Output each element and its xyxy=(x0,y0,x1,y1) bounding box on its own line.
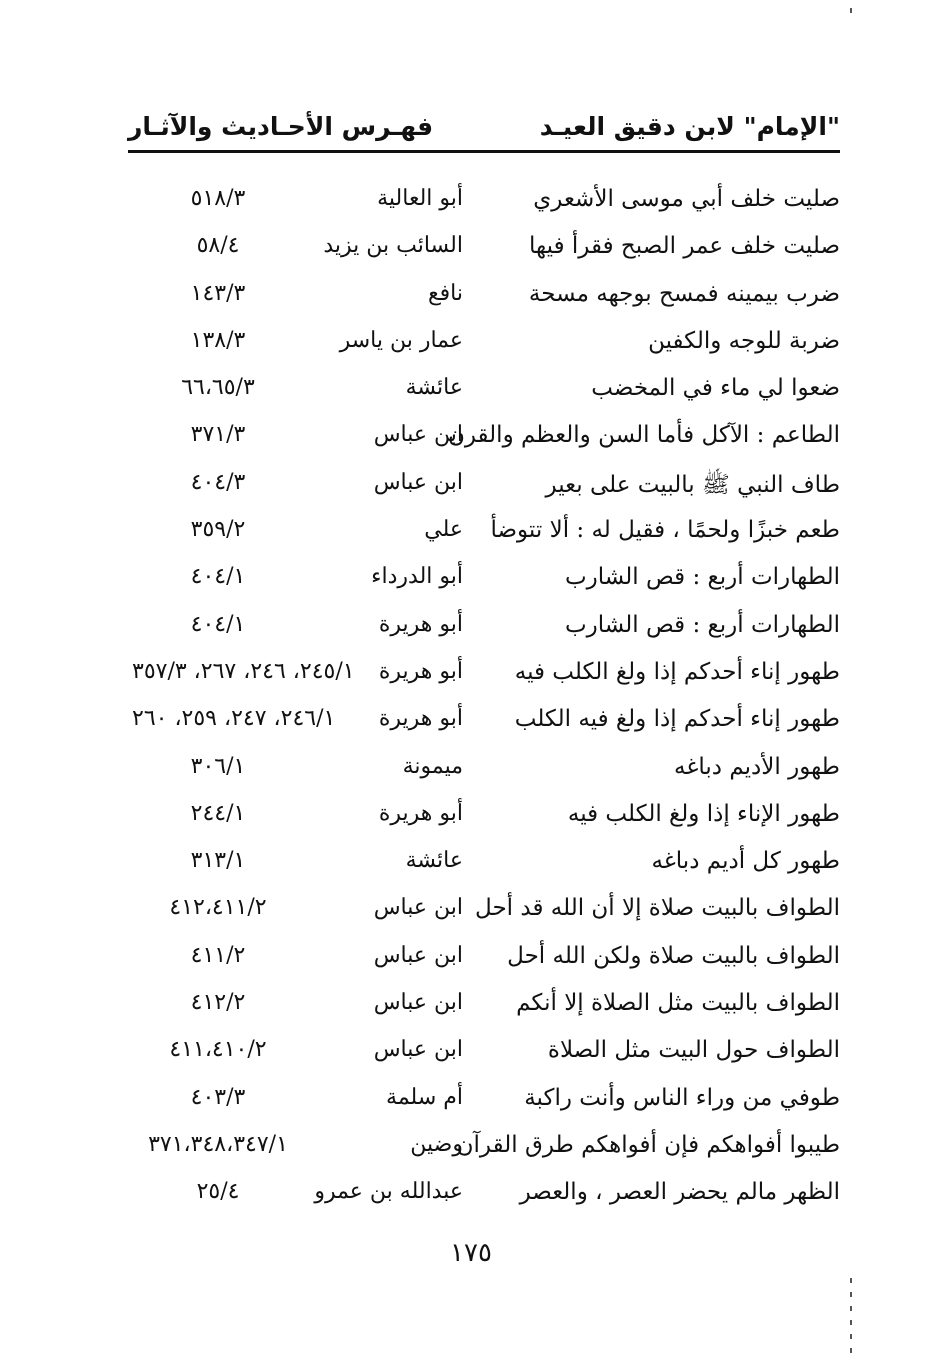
narrator: عائشة xyxy=(405,375,463,401)
hadith-text: طهور الأديم دباغه xyxy=(674,753,840,780)
narrator: ابن عباس xyxy=(373,942,463,968)
volume-page-reference: ٢٤٤/١ xyxy=(190,800,246,826)
narrator: أبو هريرة xyxy=(378,800,463,826)
hadith-text: طهور كل أديم دباغه xyxy=(651,848,840,875)
volume-page-reference: ٤٠٤/٣ xyxy=(190,469,246,495)
index-row xyxy=(128,797,840,844)
narrator: وضين xyxy=(410,1131,463,1157)
volume-page-reference: ٤١٢،٤١١/٢ xyxy=(169,895,267,921)
hadith-text: طهور الإناء إذا ولغ الكلب فيه xyxy=(567,800,840,827)
narrator: أبو العالية xyxy=(377,186,463,211)
hadith-index-list xyxy=(128,182,840,1223)
hadith-text: طوفي من وراء الناس وأنت راكبة xyxy=(524,1084,840,1111)
running-header xyxy=(128,104,840,153)
narrator: ميمونة xyxy=(402,753,463,779)
narrator: أبو هريرة xyxy=(378,658,463,684)
hadith-text: صليت خلف عمر الصبح فقرأ فيها xyxy=(529,233,840,260)
narrator: عمار بن ياسر xyxy=(339,327,463,353)
narrator: عائشة xyxy=(405,848,463,874)
hadith-text: الطواف بالبيت صلاة إلا أن الله قد أحل xyxy=(475,895,840,922)
index-row xyxy=(128,277,840,324)
narrator: ابن عباس xyxy=(373,422,463,448)
narrator: أبو هريرة xyxy=(378,611,463,637)
hadith-text: طاف النبي ﷺ بالبيت على بعير xyxy=(545,471,840,498)
volume-page-reference: ١٤٣/٣ xyxy=(190,280,246,306)
index-row xyxy=(128,513,840,560)
volume-page-reference: ٣٧١/٣ xyxy=(190,422,246,448)
index-row xyxy=(128,750,840,797)
index-row xyxy=(128,466,840,513)
index-row xyxy=(128,939,840,986)
volume-page-reference: ٤١١/٢ xyxy=(190,942,246,968)
hadith-text: ضربة للوجه والكفين xyxy=(648,327,840,354)
narrator: السائب بن يزيد xyxy=(323,233,463,259)
index-row xyxy=(128,182,840,229)
index-row xyxy=(128,891,840,938)
volume-page-reference: ٢٤٥/١، ٢٤٦، ٢٦٧، ٣٥٧/٣ xyxy=(132,658,355,684)
narrator: نافع xyxy=(427,280,463,306)
narrator: علي xyxy=(424,517,463,543)
index-row xyxy=(128,1081,840,1128)
hadith-text: الطاعم : الآكل فأما السن والعظم والقرن xyxy=(447,422,840,449)
index-row xyxy=(128,844,840,891)
index-row xyxy=(128,324,840,371)
volume-page-reference: ٤٠٤/١ xyxy=(190,611,246,637)
volume-page-reference: ٤١١،٤١٠/٢ xyxy=(169,1037,267,1063)
index-row xyxy=(128,229,840,276)
section-title: فهـرس الأحـاديث والآثـار xyxy=(128,112,434,141)
hadith-text: طهور إناء أحدكم إذا ولغ فيه الكلب xyxy=(514,706,840,733)
hadith-text: طهور إناء أحدكم إذا ولغ الكلب فيه xyxy=(514,658,840,685)
narrator: ابن عباس xyxy=(373,895,463,921)
volume-page-reference: ٥١٨/٣ xyxy=(190,186,246,211)
volume-page-reference: ٢٤٦/١، ٢٤٧، ٢٥٩، ٢٦٠ xyxy=(132,706,336,732)
index-row xyxy=(128,608,840,655)
narrator: ابن عباس xyxy=(373,1037,463,1063)
narrator: ابن عباس xyxy=(373,990,463,1016)
volume-page-reference: ٥٨/٤ xyxy=(196,233,240,259)
volume-page-reference: ٣٥٩/٢ xyxy=(190,517,246,543)
index-row xyxy=(128,1175,840,1222)
hadith-text: الظهر مالم يحضر العصر ، والعصر xyxy=(519,1179,840,1206)
index-row xyxy=(128,371,840,418)
hadith-text: الطهارات أربع : قص الشارب xyxy=(564,564,840,591)
index-row xyxy=(128,986,840,1033)
volume-page-reference: ٢٥/٤ xyxy=(196,1179,240,1205)
index-row xyxy=(128,560,840,607)
hadith-text: ضرب بيمينه فمسح بوجهه مسحة xyxy=(528,280,840,307)
index-row xyxy=(128,1128,840,1175)
volume-page-reference: ٣١٣/١ xyxy=(190,848,246,874)
index-row xyxy=(128,702,840,749)
narrator: أبو الدرداء xyxy=(371,564,463,590)
narrator: عبدالله بن عمرو xyxy=(314,1179,463,1205)
index-row xyxy=(128,418,840,465)
volume-page-reference: ٦٦،٦٥/٣ xyxy=(181,375,255,401)
narrator: أبو هريرة xyxy=(378,706,463,732)
volume-page-reference: ١٣٨/٣ xyxy=(190,327,246,353)
volume-page-reference: ٤٠٣/٣ xyxy=(190,1084,246,1110)
index-row xyxy=(128,1033,840,1080)
volume-page-reference: ٤١٢/٢ xyxy=(190,990,246,1016)
hadith-text: صليت خلف أبي موسى الأشعري xyxy=(533,186,840,212)
page-number: ١٧٥ xyxy=(450,1238,492,1268)
index-row xyxy=(128,655,840,702)
volume-page-reference: ٣٠٦/١ xyxy=(190,753,246,779)
volume-page-reference: ٤٠٤/١ xyxy=(190,564,246,590)
narrator: ابن عباس xyxy=(373,469,463,495)
hadith-text: طعم خبزًا ولحمًا ، فقيل له : ألا تتوضأ xyxy=(490,517,840,544)
hadith-text: الطواف حول البيت مثل الصلاة xyxy=(547,1037,840,1064)
hadith-text: طيبوا أفواهكم فإن أفواهكم طرق القرآن xyxy=(456,1131,840,1158)
hadith-text: الطواف بالبيت مثل الصلاة إلا أنكم xyxy=(516,990,840,1017)
hadith-text: الطهارات أربع : قص الشارب xyxy=(564,611,840,638)
volume-page-reference: ٣٧١،٣٤٨،٣٤٧/١ xyxy=(148,1131,288,1157)
book-title: "الإمام" لابن دقيق العيـد xyxy=(539,112,840,141)
hadith-text: الطواف بالبيت صلاة ولكن الله أحل xyxy=(507,942,840,969)
narrator: أم سلمة xyxy=(386,1084,463,1110)
hadith-text: ضعوا لي ماء في المخضب xyxy=(591,375,840,402)
page-edge-marks xyxy=(850,0,852,1372)
